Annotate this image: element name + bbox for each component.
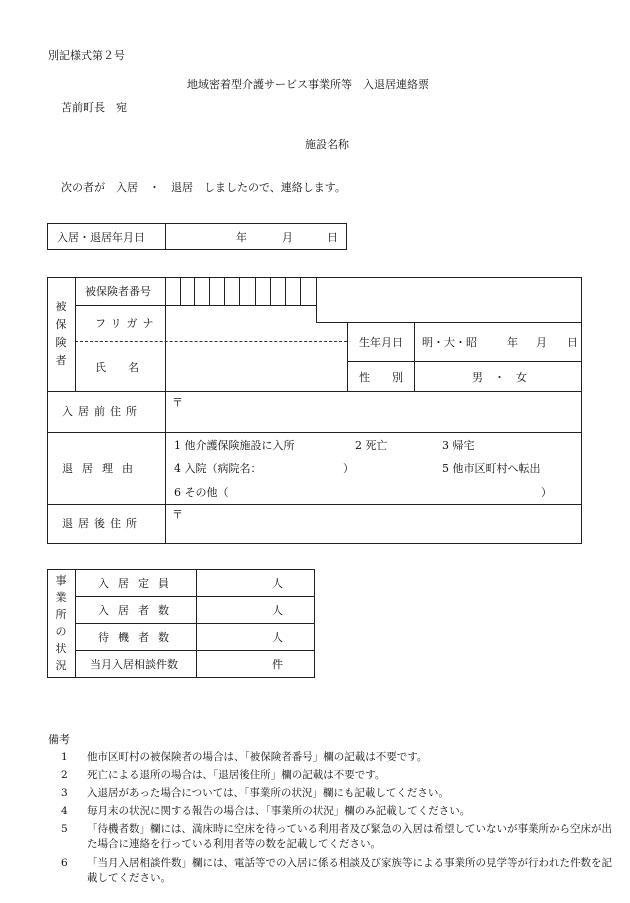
birth-date-label: 生年月日 <box>359 336 403 349</box>
form-title: 地域密着型介護サービス事業所等 入退居連絡票 <box>187 78 429 91</box>
digit-cell-divider <box>180 277 181 305</box>
date-box-divider <box>165 223 166 250</box>
notice-text: 次の者が 入居 ・ 退居 しましたので、連絡します。 <box>61 181 346 194</box>
birth-day-mark: 日 <box>567 336 578 349</box>
line-address-after-top <box>47 504 582 505</box>
consultation-count-unit: 件 <box>272 658 283 671</box>
move-date-label: 入居・退居年月日 <box>57 231 145 244</box>
remark-item: 2 死亡による退所の場合は、「退居後住所」欄の記載は不要です。 <box>61 769 386 781</box>
furigana-dashed-line <box>75 341 347 342</box>
remark-item: 1 他市区町村の被保険者の場合は、「被保険者番号」欄の記載は不要です。 <box>61 751 428 763</box>
remarks-heading: 備考 <box>48 733 70 746</box>
remark-item: 4 毎月末の状況に関する報告の場合は、「事業所の状況」欄のみ記載してください。 <box>61 805 471 817</box>
digit-cell-divider <box>194 277 195 305</box>
form-number: 別記様式第２号 <box>48 49 125 62</box>
address-after-label: 退居後住所 <box>62 517 142 530</box>
remark-item: 6 「当月入居相談件数」欄には、電話等での入居に係る相談及び家族等による事業所の見学等が行われた件数を記載してください。 <box>61 857 612 885</box>
line-birth-label-left <box>347 322 348 391</box>
capacity-label: 入居定員 <box>98 577 178 590</box>
move-out-reason-label: 退居理由 <box>62 462 142 475</box>
date-day-mark: 日 <box>327 231 338 244</box>
digit-cell-divider <box>224 277 225 305</box>
digit-cell-divider <box>285 277 286 305</box>
sex-options: 男 ・ 女 <box>472 371 527 384</box>
capacity-unit: 人 <box>272 577 283 590</box>
line-sex-top <box>347 361 582 362</box>
digit-cell-divider <box>270 277 271 305</box>
birth-month-mark: 月 <box>536 336 547 349</box>
reason-option-4: 4 入院（病院名： <box>174 462 262 475</box>
digit-cell-divider <box>209 277 210 305</box>
office-row-line <box>75 623 315 624</box>
line-label-col <box>165 277 166 544</box>
reason-option-3: 3 帰宅 <box>442 439 475 452</box>
era-options: 明・大・昭 <box>422 336 477 349</box>
postal-mark: 〒 <box>172 396 183 409</box>
name-label: 氏 名 <box>95 361 139 374</box>
date-month-mark: 月 <box>282 231 293 244</box>
reason-option-6: 6 その他（ <box>174 486 229 499</box>
insured-number-label: 被保険者番号 <box>85 285 151 298</box>
line-reason-top <box>47 432 582 433</box>
reason-option-6-close: ） <box>541 486 552 499</box>
insured-group-label: 被 保 険 者 <box>55 300 67 367</box>
remark-item: 5 「待機者数」欄には、満床時に空床を待っている利用者及び緊急の入居は希望していないが事業所から空床が出た場合に連絡を行っている利用者等の数を記載してください。 <box>61 823 612 851</box>
office-row-line <box>75 596 315 597</box>
reason-option-5: 5 他市区町村へ転出 <box>442 462 541 475</box>
digit-cell-divider <box>300 277 301 305</box>
reason-option-2: 2 死亡 <box>355 439 388 452</box>
sex-label: 性 別 <box>359 371 403 384</box>
waiting-unit: 人 <box>272 631 283 644</box>
digit-cell-divider <box>255 277 256 305</box>
line-number-end <box>316 277 317 322</box>
birth-year-mark: 年 <box>507 336 518 349</box>
line-address-before-top <box>47 391 582 392</box>
line-birth-label-right <box>414 322 415 391</box>
remark-item: 3 入退居があった場合については、「事業所の状況」欄にも記載してください。 <box>61 787 449 799</box>
facility-name-label: 施設名称 <box>305 138 349 151</box>
office-row-line <box>75 650 315 651</box>
reason-option-4-close: ） <box>343 462 354 475</box>
residents-label: 入居者数 <box>98 604 178 617</box>
address-before-label: 入居前住所 <box>62 405 142 418</box>
waiting-label: 待機者数 <box>98 631 178 644</box>
office-group-label: 事 業 所 の 状 況 <box>55 574 67 672</box>
line-birth-top <box>316 322 582 323</box>
digit-cell-divider <box>239 277 240 305</box>
postal-mark-after: 〒 <box>172 508 183 521</box>
reason-option-1: 1 他介護保険施設に入所 <box>174 439 295 452</box>
line-number-row <box>75 305 316 306</box>
consultation-count-label: 当月入居相談件数 <box>90 658 178 671</box>
residents-unit: 人 <box>272 604 283 617</box>
line-group-col <box>75 277 76 391</box>
date-year-mark: 年 <box>236 231 247 244</box>
addressee: 苫前町長 宛 <box>61 101 127 114</box>
furigana-label: フリガナ <box>95 317 159 330</box>
